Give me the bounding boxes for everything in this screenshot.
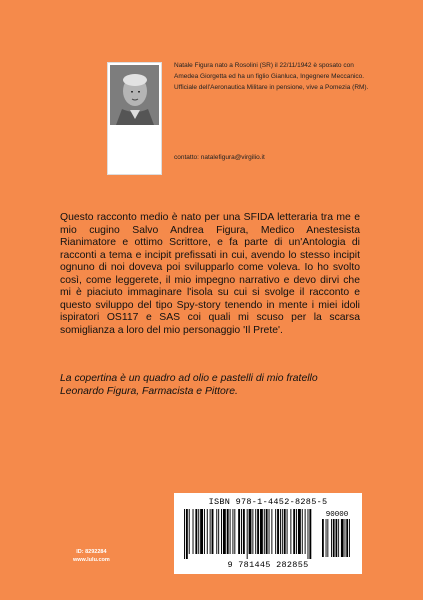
publisher-site: www.lulu.com: [73, 557, 110, 563]
isbn-text: ISBN 978-1-4452-8285-5: [208, 497, 328, 507]
author-bio-text: Natale Figura nato a Rosolini (SR) il 22/11/1942 è sposato con Amedea Giorgetta ed ha un figlio Gianluca, Ingegnere Meccanico. Ufficiale dell'Aeronautica Militare in pensione, vive a Pomezia (RM).: [174, 62, 369, 91]
ean-barcode-bars: [182, 507, 354, 559]
isbn-barcode: [174, 493, 362, 574]
author-photo: [107, 62, 162, 175]
publisher-id: ID: 8292284: [76, 549, 107, 555]
author-contact: contatto: natalefigura@virgilio.it: [174, 154, 265, 161]
author-portrait-image: [108, 63, 161, 174]
publisher-info: [73, 548, 110, 564]
author-bio: [174, 60, 374, 93]
barcode-graphic: [182, 507, 354, 559]
addon-digits: 90000: [325, 511, 349, 519]
ean-digits: 9 781445 282855: [227, 560, 309, 570]
book-blurb: Questo racconto medio è nato per una SFIDA letteraria tra me e mio cugino Salvo Andrea Figura, Medico Anestesista Rianimatore e ottimo Scrittore, e fa parte di un'Antologia di racconti a tema e incipit prefissati in cui, avendo lo stesso incipit ognuno di noi doveva poi svilupparlo come voleva. Io ho svolto così, come leggerete, il mio impegno narrativo e devo dirvi che mi è piaciuto immaginare l'isola su cui si svolge il racconto e questo sviluppo del tipo Spy-story tenendo in mente i miei idoli ispiratori OS117 e SAS coi quali mi scuso per la scarsa somiglianza a loro del mio personaggio 'Il Prete'.: [60, 212, 360, 336]
cover-credit: La copertina è un quadro ad olio e pastelli di mio fratello Leonardo Figura, Farmacista e Pittore.: [60, 373, 318, 397]
